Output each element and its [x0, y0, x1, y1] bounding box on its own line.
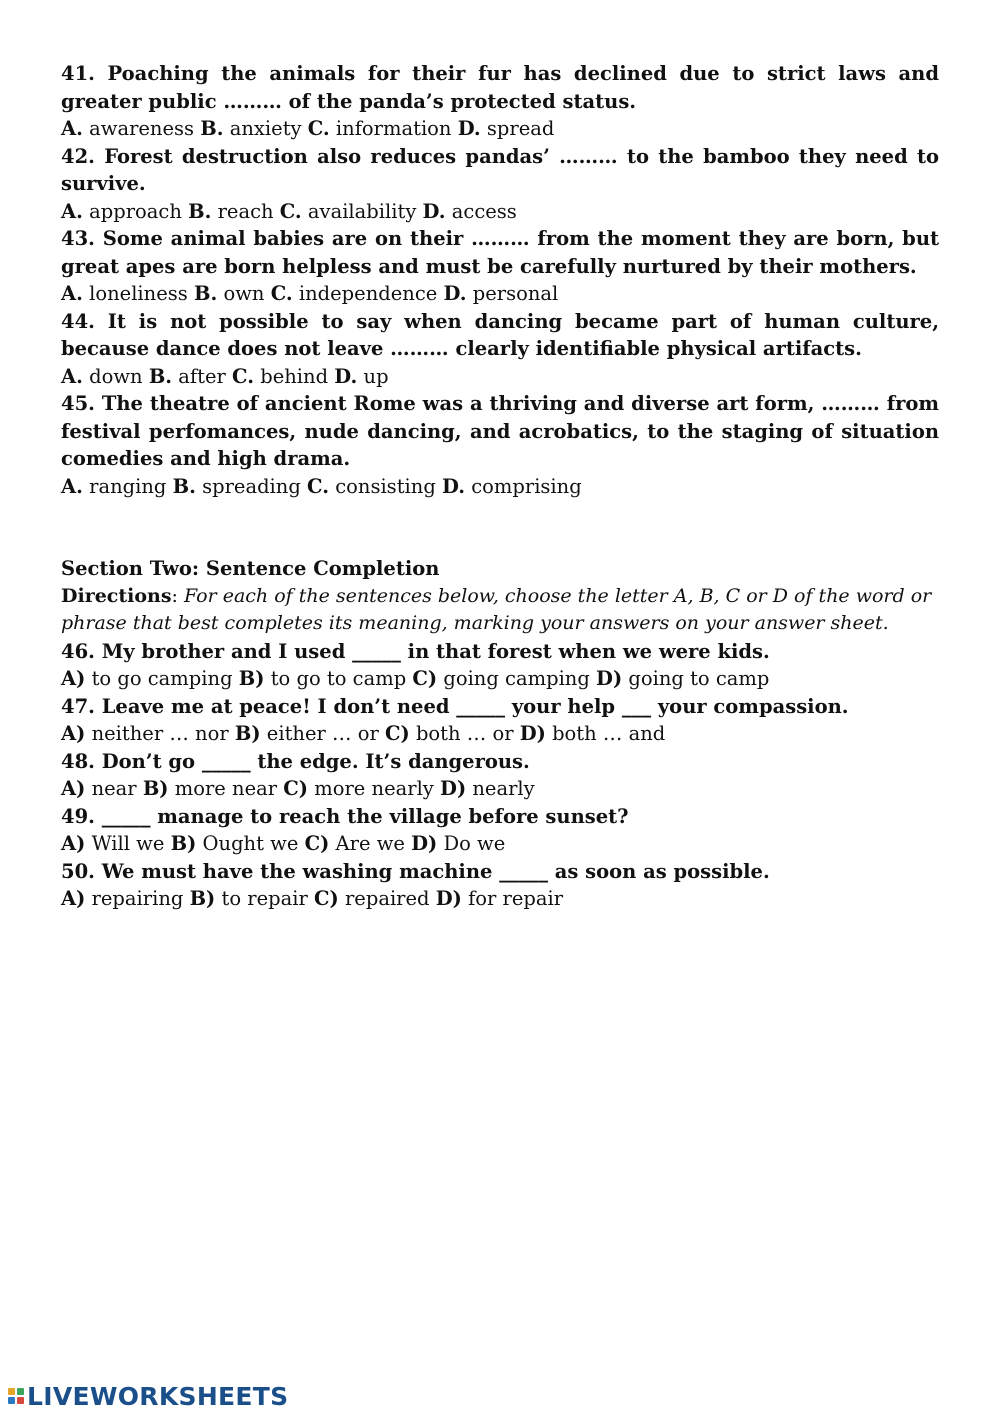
option-text: consisting	[335, 474, 436, 498]
question-item	[61, 143, 939, 226]
section-two	[61, 555, 939, 638]
option-text: independence	[298, 282, 438, 305]
option-text: repairing	[91, 887, 184, 910]
option-letter: C.	[307, 474, 330, 498]
option-letter: D.	[442, 474, 466, 498]
answer-options	[61, 363, 939, 391]
option-text: awareness	[89, 117, 195, 140]
option-text: both … and	[552, 722, 666, 745]
option-text: Are we	[335, 832, 405, 855]
option-text: up	[363, 364, 389, 388]
question-stem: 50. We must have the washing machine _____ as soon as possible.	[61, 859, 770, 883]
question-stem: 45. The theatre of ancient Rome was a thriving and diverse art form, ……… from festival perfomances, nude dancing, and acrobatics, to the staging of situation comedies and high drama.	[61, 392, 939, 470]
answer-options	[61, 830, 939, 858]
option-letter: B)	[238, 667, 265, 690]
answer-options	[61, 473, 939, 501]
option-letter: C)	[304, 832, 330, 855]
option-text: availability	[307, 199, 417, 223]
question-item	[61, 225, 939, 308]
option-text: behind	[260, 364, 329, 388]
question-stem: 41. Poaching the animals for their fur has declined due to strict laws and greater public ……… of the panda’s protected status.	[61, 62, 939, 113]
question-stem: 46. My brother and I used _____ in that forest when we were kids.	[61, 639, 770, 663]
directions: Directions: For each of the sentences below, choose the letter A, B, C or D of the word or phrase that best completes its meaning, marking your answers on your answer sheet.	[61, 584, 932, 634]
question-stem: 49. _____ manage to reach the village before sunset?	[61, 804, 629, 828]
option-text: anxiety	[229, 117, 302, 140]
option-letter: B)	[189, 887, 216, 910]
option-text: Will we	[91, 832, 165, 855]
option-letter: C)	[385, 722, 410, 745]
option-text: to repair	[221, 887, 308, 910]
option-text: near	[91, 777, 137, 800]
option-text: more near	[174, 777, 278, 800]
option-letter: A)	[61, 667, 86, 690]
option-letter: B)	[170, 832, 197, 855]
option-letter: A.	[61, 117, 83, 140]
option-letter: B.	[188, 199, 212, 223]
question-stem: 48. Don’t go _____ the edge. It’s dangerous.	[61, 749, 530, 773]
logo-square	[8, 1388, 15, 1395]
option-letter: B.	[200, 117, 224, 140]
option-text: going camping	[443, 667, 590, 690]
option-letter: B.	[172, 474, 196, 498]
option-letter: D.	[443, 282, 467, 305]
option-letter: C)	[283, 777, 309, 800]
answer-options	[61, 885, 939, 913]
option-letter: D)	[596, 667, 623, 690]
answer-options	[61, 280, 939, 308]
option-letter: D)	[440, 777, 467, 800]
question-stem: 47. Leave me at peace! I don’t need _____ your help ___ your compassion.	[61, 694, 849, 718]
section-title: Section Two: Sentence Completion	[61, 557, 440, 580]
answer-options	[61, 720, 939, 748]
logo-square	[17, 1388, 24, 1395]
option-letter: D.	[457, 117, 481, 140]
option-letter: B)	[142, 777, 169, 800]
logo-text: LIVEWORKSHEETS	[27, 1381, 289, 1411]
option-text: Ought we	[202, 832, 299, 855]
option-letter: D.	[422, 199, 446, 223]
section-spacer	[61, 500, 939, 555]
option-letter: D)	[411, 832, 438, 855]
option-text: down	[89, 364, 143, 388]
option-text: spread	[486, 117, 555, 140]
option-letter: C.	[232, 364, 255, 388]
option-text: Do we	[443, 832, 506, 855]
option-text: for repair	[468, 887, 564, 910]
directions-label: Directions	[61, 584, 172, 607]
option-text: comprising	[471, 474, 582, 498]
option-letter: A.	[61, 474, 83, 498]
option-text: access	[451, 199, 517, 223]
option-letter: B)	[234, 722, 261, 745]
option-text: loneliness	[89, 282, 188, 305]
answer-options	[61, 775, 939, 803]
question-stem: 43. Some animal babies are on their ……… from the moment they are born, but great apes are born helpless and must be carefully nurtured by their mothers.	[61, 227, 939, 278]
option-text: nearly	[472, 777, 535, 800]
answer-options	[61, 665, 939, 693]
question-list-part-two	[61, 638, 939, 913]
option-letter: A)	[61, 777, 86, 800]
liveworksheets-logo-icon	[8, 1388, 24, 1404]
worksheet-page	[61, 60, 939, 913]
option-text: personal	[472, 282, 559, 305]
option-text: after	[178, 364, 226, 388]
option-letter: C.	[307, 117, 330, 140]
option-text: reach	[217, 199, 274, 223]
option-text: ranging	[89, 474, 167, 498]
option-text: going to camp	[628, 667, 770, 690]
answer-options	[61, 115, 939, 143]
question-stem: 44. It is not possible to say when dancing became part of human culture, because dance does not leave ……… clearly identifiable physical artifacts.	[61, 309, 939, 360]
option-letter: C)	[314, 887, 339, 910]
question-item	[61, 638, 939, 693]
option-text: spreading	[202, 474, 301, 498]
option-letter: A)	[61, 832, 86, 855]
option-text: own	[223, 282, 265, 305]
option-text: approach	[89, 199, 182, 223]
option-letter: A)	[61, 722, 86, 745]
option-text: information	[335, 117, 452, 140]
question-stem: 42. Forest destruction also reduces pandas’ ……… to the bamboo they need to survive.	[61, 144, 939, 195]
question-item	[61, 60, 939, 143]
directions-text: For each of the sentences below, choose the letter A, B, C or D of the word or phrase that best completes its meaning, marking your answers on your answer sheet.	[61, 584, 932, 634]
option-letter: A.	[61, 199, 83, 223]
option-text: neither … nor	[91, 722, 229, 745]
question-item	[61, 693, 939, 748]
question-item	[61, 390, 939, 500]
option-letter: C)	[412, 667, 438, 690]
question-item	[61, 748, 939, 803]
option-text: to go to camp	[270, 667, 407, 690]
option-letter: C.	[279, 199, 302, 223]
footer-logo	[8, 1382, 288, 1410]
option-letter: C.	[270, 282, 293, 305]
option-text: to go camping	[91, 667, 233, 690]
option-letter: D.	[334, 364, 358, 388]
question-item	[61, 308, 939, 391]
option-text: both … or	[415, 722, 514, 745]
option-letter: A.	[61, 282, 83, 305]
option-letter: D)	[519, 722, 546, 745]
option-text: either … or	[266, 722, 379, 745]
option-text: repaired	[344, 887, 430, 910]
option-letter: B.	[194, 282, 218, 305]
option-letter: A)	[61, 887, 86, 910]
question-item	[61, 803, 939, 858]
logo-square	[8, 1397, 15, 1404]
option-letter: D)	[435, 887, 462, 910]
question-list-part-one	[61, 60, 939, 500]
answer-options	[61, 198, 939, 226]
option-letter: B.	[148, 364, 173, 388]
option-text: more nearly	[314, 777, 434, 800]
logo-square	[17, 1397, 24, 1404]
question-item	[61, 858, 939, 913]
option-letter: A.	[61, 364, 83, 388]
